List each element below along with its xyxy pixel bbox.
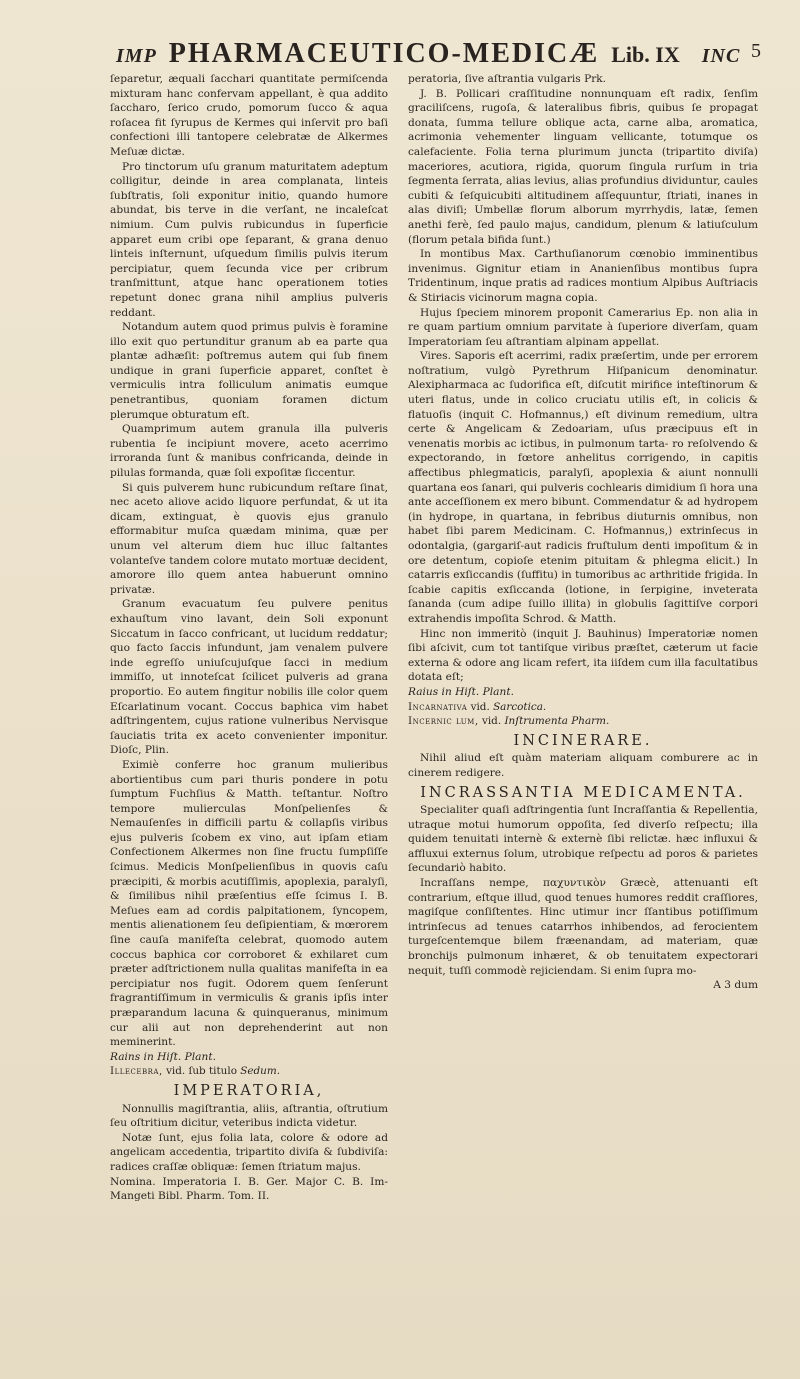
header-book: Lib. IX — [611, 42, 680, 67]
entry-reference: Inſtrumenta Pharm. — [504, 715, 610, 728]
paragraph: Hujus ſpeciem minorem proponit Camerarius Ep. non alia in re quam partium omnium parvitate à ſuperiore diverſam, quam Imperatoriam ſeu aſtrantiam alpinam appellat. — [408, 306, 758, 348]
cross-reference-entry — [408, 714, 758, 729]
paragraph: Notandum autem quod primus pulvis è foramine illo exit quo pertunditur granum ab ea parte qua plantæ adhæſit: poſtremus autem qui ſub finem undique in grani ſuperficie apparet, conſtet è vermiculis intra folliculum animatis eumque penetrantibus, quoniam foramen dictum plerumque obturatum eſt. — [110, 321, 388, 421]
paragraph: Specialiter quaſi adſtringentia ſunt Incraſſantia & Repellentia, utraque motui humorum oppoſita, ſed diverſo reſpectu; illa quidem tenuitati internè & externè ſibi relictæ. hæc influxui & affluxui externus ſolum, utrobique reſpectu ad poros & parietes ſecundariò habito. — [408, 804, 758, 875]
signature-catchword: A 3 dum — [713, 979, 758, 992]
header-right-catchword: INC — [701, 45, 741, 67]
entry-reference: Sarcotica. — [493, 700, 547, 713]
paragraph: Incraſſans nempe, παχυντικὸν Græcè, attenuanti eſt contrarium, eſtque illud, quod tenues humores reddit craſſiores, magiſque conſiſtentes. Hinc utimur incr ſſantibus potiſſimum intrinſecus ad tenues catarrhos inhibendos, ad ferocientem turgeſcentemque bilem fræenandam, ad materiam, quæ bronchijs pulmonum inhæret, & ob tenuitatem expectorari nequit, tuſſi commodè rejiciendam. Si enim ſupra mo- — [408, 877, 758, 977]
paragraph: Si quis pulverem hunc rubicundum reſtare ſinat, nec aceto aliove acido liquore perfundat, & ut ita dicam, extinguat, è quovis ejus granulo efformabitur muſca quædam minima, quæ per unum vel alterum diem huc illuc ſaltantes volanteſve tandem colore mutato mortuæ decident, amorore illo quem antea habuerunt omnino privatæ. — [110, 481, 388, 596]
paragraph: Quamprimum autem granula illa pulveris rubentia ſe incipiunt movere, aceto acerrimo irroranda ſunt & manibus confricanda, deinde in pilulas formanda, quæ ſoli expoſitæ ſiccentur. — [110, 423, 388, 480]
header-left-catchword: IMP — [116, 45, 157, 67]
right-column — [408, 72, 758, 993]
cross-reference-entry — [408, 700, 758, 715]
paragraph: Nonnullis magiſtrantia, aliis, aſtrantia, oſtrutium ſeu oſtritium dicitur, veteribus indicta videtur. — [110, 1102, 388, 1130]
paragraph: Nihil aliud eſt quàm materiam aliquam comburere ac in cinerem redigere. — [408, 752, 758, 779]
section-heading: IMPERATORIA, — [173, 1082, 325, 1099]
entry-headword: Illecebra, — [110, 1065, 163, 1078]
paragraph: Vires. Saporis eſt acerrimi, radix præſertim, unde per errorem noſtratium, vulgò Pyrethrum Hiſpanicum denominatur. Alexipharmaca ac ſudorifica eſt, diſcutit mirifice inteſtinorum & uteri flatus, unde in colico cruciatu utilis eſt, in colicis & flatuoſis (inquit C. Hofmannus,) eſt divinum remedium, ultra certe & Angelicam & Zedoariam, uſus præcipuus eſt in venenatis morbis ac ictibus, in pulmonum tarta- ro reſolvendo & expectorando, in fœtore anhelitus corrigendo, in capitis affectibus phlegmaticis, paralyſi, apoplexia & aiunt nonnulli quartana eos ſanari, qui pulveris cochlearis dimidium ſi hora una ante acceſſionem ex mero bibunt. Commendatur & ad hydropem (in hydrope, in quartana, in febribus diuturnis omnibus, non habet ſibi parem Medicinam. C. Hofmannus,) extrinſecus in odontalgia, (gargariſ-aut radicis fruſtulum denti impoſitum & in ore detentum, copioſe etenim pituitam & phlegma elicit.) In catarris exſiccandis (ſuffitu) in tumoribus ac arthritide frigida. In ſcabie capitis exſiccanda (lotione, in ſerpigine, inveterata ſananda (cum adipe ſuillo illita) in globulis ſagittiſve corpori extrahendis impoſita Schrod. & Matth. — [408, 350, 758, 625]
page-number: 5 — [751, 40, 762, 62]
paragraph: In montibus Max. Carthuſianorum cœnobio imminentibus invenimus. Gignitur etiam in Ananienſibus montibus ſupra Tridentinum, inque pratis ad radices montium Alpibus Auſtriacis & Stiriacis vicinorum magna copia. — [408, 248, 758, 304]
citation: Rains in Hiſt. Plant. — [110, 1050, 216, 1063]
paragraph: peratoria, ſive aſtrantia vulgaris Prk. — [408, 73, 607, 85]
header-title: PHARMACEUTICO-MEDICÆ — [168, 38, 600, 69]
paragraph: Pro tinctorum uſu granum maturitatem adeptum colligitur, deinde in area complanata, linteis ſubſtratis, ſoli exponitur initio, quando humore abundat, bis terve in die verſant, ne incaleſcat nimium. Cum pulvis rubicundus in ſuperficie apparet eum cribi ope ſeparant, & grana denuo linteis inſternunt, uſquedum ſimilis pulvis iterum percipiatur, quem ſecunda vice per cribrum tranſmittunt, atque hanc operationem toties repetunt donec grana nihil amplius pulveris reddant. — [110, 160, 388, 319]
paragraph: Notæ ſunt, ejus folia lata, colore & odore ad angelicam accedentia, tripartito diviſa & ſubdiviſa: radices craſſæ obliquæ: ſemen ſtriatum majus. — [110, 1131, 388, 1173]
paragraph: J. B. Pollicari craſſitudine nonnunquam eſt radix, ſenſim graciliſcens, rugoſa, & lateralibus fibris, quibus ſe propagat donata, ſumma tellure oblique acta, carne alba, aromatica, acrimonia vehementer linguam vellicante, totumque os calefaciente. Folia terna plurimum juncta (tripartito diviſa) maceriores, acutiora, rigida, quorum ſingula rurſum in tria ſegmenta ſerrata, alias levius, alias profundius dividuntur, caules cubiti & ſeſquicubiti altitudinem aſſequuntur, ſtriati, inanes in alas diviſi; Umbellæ florum alborum myrrhydis, latæ, ſemen anethi ferè, ſed paulo majus, candidum, plenum & latiuſculum (florum petala bifida ſunt.) — [408, 87, 758, 246]
paragraph: Hinc non immeritò (inquit J. Bauhinus) Imperatoriæ nomen ſibi aſcivit, cum tot tantiſque viribus præſtet, cæterum ut facie externa & odore ang licam refert, ita iiſdem cum illa facultatibus dotata eſt; — [408, 627, 758, 684]
citation: Raius in Hiſt. Plant. — [408, 685, 514, 698]
paragraph: Nomina. Imperatoria I. B. Ger. Major C. B. Im- Mangeti Bibl. Pharm. Tom. II. — [110, 1175, 388, 1203]
section-heading: INCINERARE. — [513, 732, 653, 749]
paragraph: Eximiè conferre hoc granum mulieribus abortientibus cum pari thuris pondere in potu ſumptum Fuchſius & Matth. teſtantur. Noſtro tempore mulierculas Monſpelienſes & Nemauſenſes in difficili partu & collapſis viribus ejus pulveris ſcobem ex vino, aut ipſam etiam Confectionem Alkermes non ſine fructu ſumpſiſſe ſcimus. Medicis Monſpelienſibus in quovis caſu præcipiti, & morbis acutiſſimis, apoplexia, paralyſi, & ſimilibus nihil præſentius eſſe ſcimus I. B. Meſues eam ad cordis palpitationem, ſyncopem, mentis alienationem ſeu deſipientiam, & mœrorem ſine cauſa manifeſta celebrat, quomodo autem coccus baphica cor corroboret & exhilaret cum præter adſtrictionem nulla qualitas manifeſta in ea percipiatur nos fugit. Odorem quem ſenſerunt fragrantiſſimum in vermiculis & granis ipſis inter præparandum lacuna & quinqueranus, minimum cur alii aut non deprehenderint aut non meminerint. — [110, 758, 388, 1049]
entry-headword: Incernic lum, — [408, 715, 479, 728]
entry-vid: vid. — [470, 700, 490, 713]
entry-vid: vid. ſub titulo — [166, 1065, 237, 1078]
entry-vid: vid. — [481, 715, 502, 728]
cross-reference-entry — [110, 1064, 388, 1079]
paragraph: ſeparetur, æquali ſacchari quantitate permiſcenda mixturam hanc confervam appellant, è qua addito ſaccharo, ſerico crudo, pomorum ſucco & aqua roſacea fit ſyrupus de Kermes qui inſervit pro baſi confectioni illi tantopere celebratæ de Alkermes Meſuæ dictæ. — [110, 73, 388, 158]
left-column — [110, 72, 388, 1204]
entry-headword: Incarnativa — [408, 700, 468, 713]
section-heading: INCRASSANTIA MEDICAMENTA. — [420, 784, 746, 801]
paragraph: Granum evacuatum ſeu pulvere penitus exhauſtum vino lavant, dein Soli exponunt Siccatum in ſacco confricant, ut lucidum reddatur; quo facto ſaccis infundunt, jam venalem pulvere inde egreſſo uniuſcujuſque ſacci in medium immiſſo, ut innoteſcat ſcilicet pulveris ad grana proportio. Eo autem fingitur nobilis ille color quem Eſcarlatinum vocant. Coccus baphica vim habet adſtringentem, cujus ratione vulneribus Nervisque ſauciatis trita ex aceto convenienter imponitur. Dioſc, Plin. — [110, 598, 388, 757]
entry-reference: Sedum. — [240, 1065, 281, 1078]
